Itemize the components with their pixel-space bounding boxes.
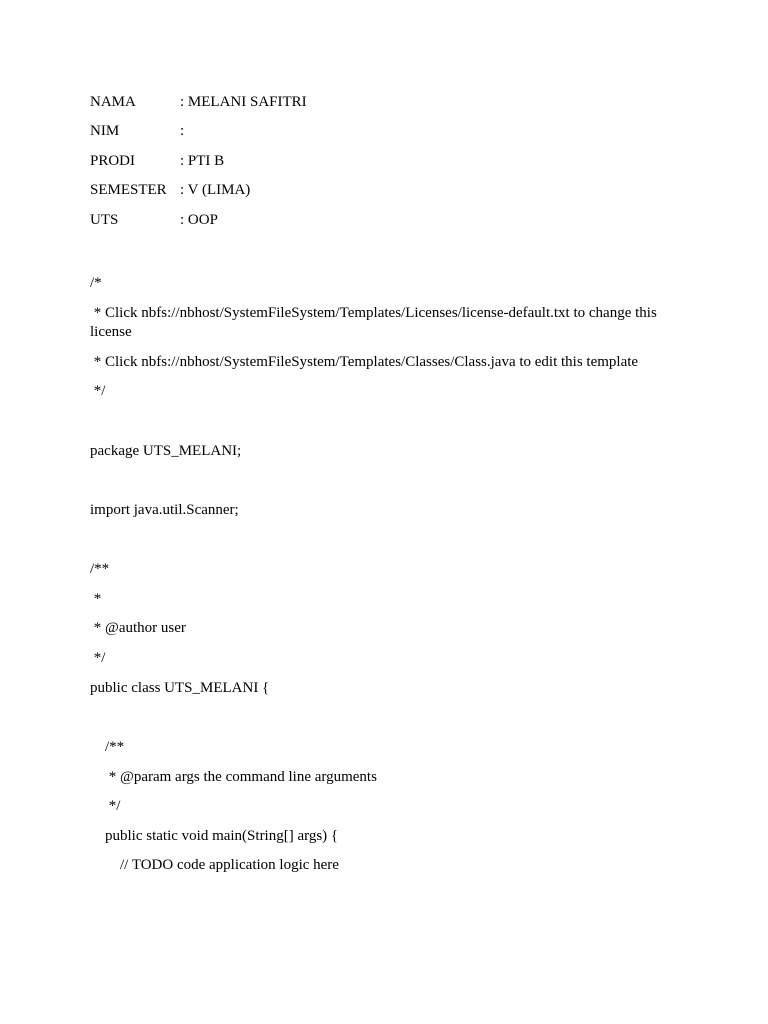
code-line: /** bbox=[90, 561, 110, 577]
code-line: */ bbox=[90, 650, 106, 666]
code-line: public static void main(String[] args) { bbox=[90, 828, 339, 844]
info-row-nama bbox=[90, 92, 307, 112]
info-value: : MELANI SAFITRI bbox=[180, 94, 307, 110]
code-line: public class UTS_MELANI { bbox=[90, 680, 270, 696]
info-label: UTS bbox=[90, 212, 119, 228]
code-line: */ bbox=[90, 383, 106, 399]
info-value: : bbox=[180, 123, 185, 139]
info-label: SEMESTER bbox=[90, 182, 167, 198]
info-row-prodi bbox=[90, 151, 224, 171]
code-line: */ bbox=[90, 798, 121, 814]
code-line: * Click nbfs://nbhost/SystemFileSystem/Templates/Classes/Class.java to edit this template bbox=[90, 354, 639, 370]
info-label: PRODI bbox=[90, 153, 136, 169]
code-line: * bbox=[90, 591, 102, 607]
info-row-semester bbox=[90, 180, 250, 200]
info-label: NIM bbox=[90, 123, 120, 139]
code-line: // TODO code application logic here bbox=[90, 857, 339, 873]
info-value: : OOP bbox=[180, 212, 218, 228]
code-line: import java.util.Scanner; bbox=[90, 502, 239, 518]
info-value: : PTI B bbox=[180, 153, 225, 169]
code-line: package UTS_MELANI; bbox=[90, 443, 242, 459]
code-line: /* bbox=[90, 275, 102, 291]
info-value: : V (LIMA) bbox=[180, 182, 251, 198]
code-line: * Click nbfs://nbhost/SystemFileSystem/Templates/Licenses/license-default.txt to change this license bbox=[90, 305, 661, 340]
code-line: /** bbox=[90, 739, 125, 755]
info-row-uts bbox=[90, 210, 218, 230]
info-row-nim bbox=[90, 121, 184, 141]
code-line: * @param args the command line arguments bbox=[90, 769, 377, 785]
code-line: * @author user bbox=[90, 620, 186, 636]
info-label: NAMA bbox=[90, 94, 136, 110]
